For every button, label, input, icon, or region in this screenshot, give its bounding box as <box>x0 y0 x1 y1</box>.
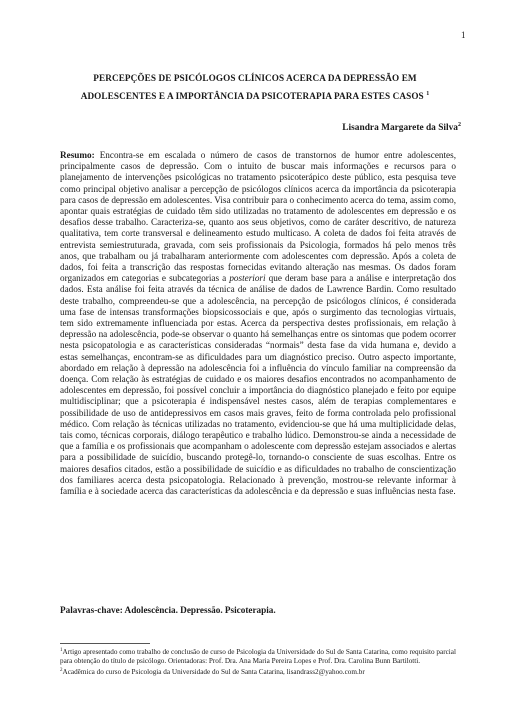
abstract-text-part-2: que deram base para a análise e interpretação dos dados. Esta análise foi feita através da técnica de análise de dados de Lawrence Bardin. Como resultado deste trabalho, compreendeu-se que a adolescência, na percepção de psicólogos clínicos, é considerada uma fase de intensas transformações biopsicossociais e que, após o surgimento das tecnologias virtuais, tem sido extremamente influenciada por estas. Acerca da perspectiva destes profissionais, em relação à depressão na adolescência, pode-se observar o quanto há semelhanças entre os sintomas que podem ocorrer nesta psicopatologia e as características consideradas “normais” desta fase da vida humana e, devido a estas semelhanças, encontram-se as dificuldades para um diagnóstico preciso. Outro aspecto importante, abordado em relação à depressão na adolescência foi a influência do vínculo familiar na compreensão da doença. Com relação às estratégias de cuidado e os maiores desafios encontrados no acompanhamento de adolescentes em depressão, foi possível concluir a importância do diagnóstico planejado e feito por equipe multidisciplinar; que a psicoterapia é indispensável nestes casos, além de terapias complementares e possibilidade de uso de antidepressivos em casos mais graves, feito de forma controlada pelo profissional médico. Com relação às técnicas utilizadas no tratamento, evidenciou-se que há uma multiplicidade delas, tais como, técnicas corporais, diálogo terapêutico e trabalho lúdico. Demonstrou-se ainda a necessidade de que a família e os profissionais que acompanham o adolescente com depressão estejam associados e alertas para a possibilidade de suicídio, buscando protegê-lo, tornando-o consciente de suas escolhas. Entre os maiores desafios citados, estão a possibilidade de suicídio e as dificuldades no trabalho de conscientização dos familiares acerca desta psicopatologia. Relacionado à prevenção, mostrou-se relevante informar à família e à sociedade acerca das características da adolescência e da depressão e suas influências nesta fase. <box>60 273 456 497</box>
abstract-label: Resumo: <box>60 150 95 160</box>
title-line-2 <box>40 86 470 104</box>
author-name: Lisandra Margarete da Silva <box>342 123 458 133</box>
abstract-italic-term: posteriori <box>229 273 266 284</box>
abstract-text-part-1: Encontra-se em escalada o número de casos de transtornos de humor entre adolescentes, principalmente casos de depressão. Com o intuito de buscar mais informações e recursos para o planejamento de intervenções psicológicas no tratamento psicoterápico deste público, esta pesquisa teve como principal objetivo analisar a percepção de psicólogos clínicos acerca da importância da psicoterapia para casos de depressão em adolescentes. Visa contribuir para o conhecimento acerca do tema, assim como, apontar quais estratégias de cuidado têm sido utilizadas no tratamento de adolescentes em depressão e os desafios desse trabalho. Caracteriza-se, quanto aos seus objetivos, como de caráter descritivo, de natureza qualitativa, tem corte transversal e delineamento estudo multicaso. A coleta de dados foi feita através de entrevista semiestruturada, gravada, com seis profissionais da Psicologia, formados há pelo menos três anos, que trabalham ou já trabalharam anteriormente com adolescentes com depressão. Após a coleta de dados, foi feita a transcrição das respostas fornecidas evitando alteração nas mesmas. Os dados foram organizados em categorias e subcategorias a <box>60 150 456 284</box>
paper-title <box>40 70 470 104</box>
footnote-1-mark: 1 <box>60 648 63 653</box>
footnote-2-mark: 2 <box>60 668 63 674</box>
footnote-1 <box>60 646 456 666</box>
footnote-1-text: Artigo apresentado como trabalho de conclusão de curso de Psicologia da Universidade do Sul de Santa Catarina, como requisito parcial para obtenção do título de psicólogo. Orientadoras: Prof. Dra. Ana Maria Pereira Lopes e Prof. Dra. Carolina Bunn Bartilotti. <box>60 648 456 666</box>
keywords: Palavras-chave: Adolescência. Depressão. Psicoterapia. <box>60 605 276 615</box>
title-line-2-text: ADOLESCENTES E A IMPORTÂNCIA DA PSICOTERAPIA PARA ESTES CASOS <box>80 91 424 101</box>
page-number: 1 <box>461 30 466 40</box>
footnote-2 <box>60 666 456 677</box>
title-line-1: PERCEPÇÕES DE PSICÓLOGOS CLÍNICOS ACERCA DA DEPRESSÃO EM <box>93 73 417 83</box>
footnote-2-text: Acadêmica do curso de Psicologia da Universidade do Sul de Santa Catarina, lisandrass2@yahoo.com.br <box>62 668 365 677</box>
title-footnote-mark: 1 <box>426 91 430 97</box>
abstract <box>60 150 456 497</box>
author-footnote-mark: 2 <box>458 122 461 128</box>
author <box>342 119 461 134</box>
footnotes <box>60 646 456 678</box>
footnote-divider <box>60 643 150 644</box>
